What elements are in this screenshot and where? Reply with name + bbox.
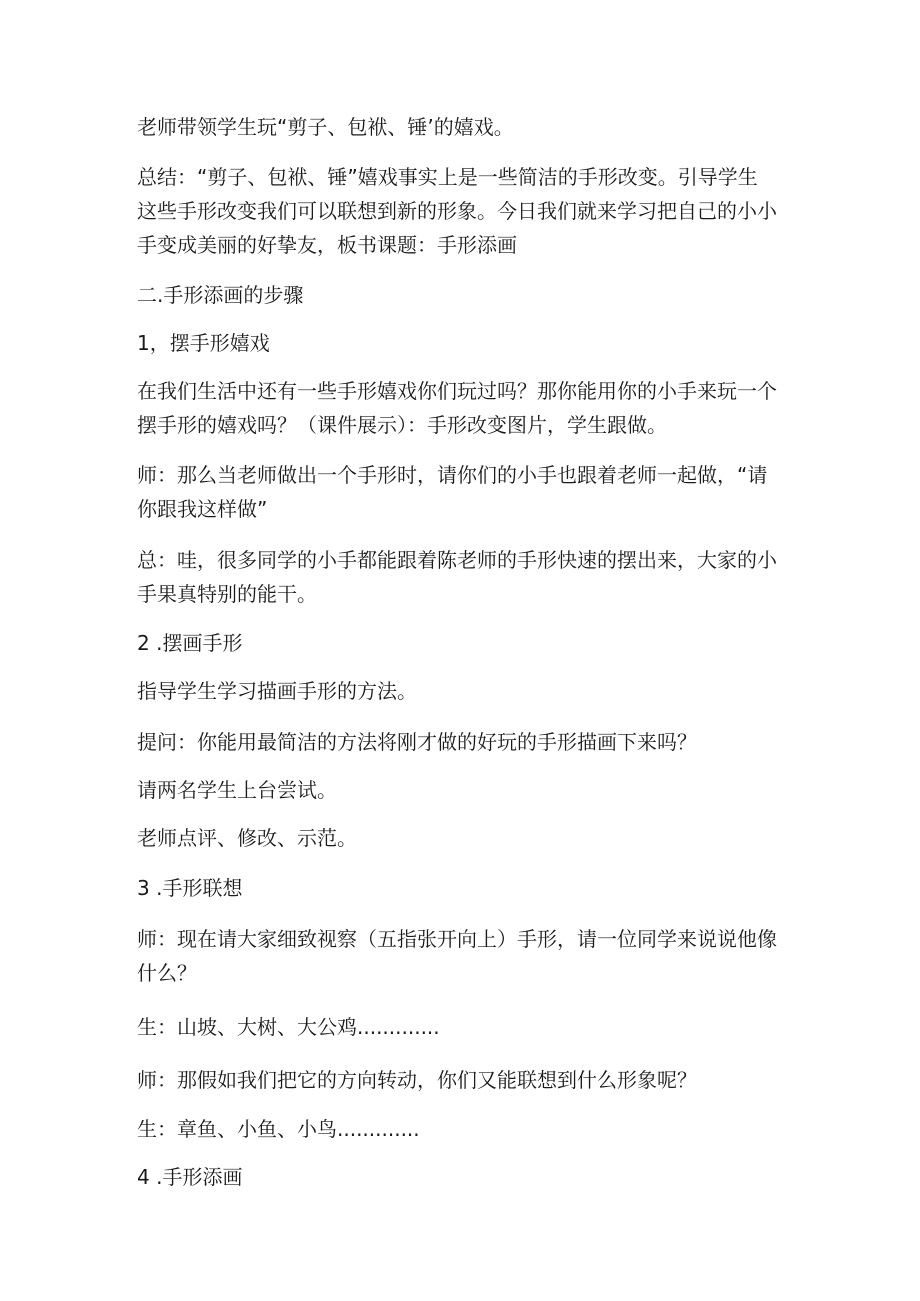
text-line: 师：那么当老师做出一个手形时，请你们的小手也跟着老师一起做，“请	[137, 463, 768, 487]
step-heading-2	[137, 626, 787, 660]
paragraph-student-answer-2	[137, 1112, 787, 1146]
section-heading	[137, 278, 787, 312]
text-line: 生：章鱼、小鱼、小鸟.............	[137, 1117, 420, 1141]
text-line: 3 .手形联想	[137, 876, 243, 900]
text-line: 什么？	[137, 961, 197, 985]
text-line: 总：哇，很多同学的小手都能跟着陈老师的手形快速的摆出来，大家的小	[137, 548, 777, 572]
paragraph-teacher-rotate	[137, 1063, 787, 1097]
step-heading-1	[137, 326, 787, 360]
text-line: 总结：“剪子、包袱、锤”嬉戏事实上是一些简洁的手形改变。引导学生	[137, 165, 758, 189]
text-line: 4 .手形添画	[137, 1165, 243, 1189]
paragraph-teacher-review	[137, 821, 787, 855]
paragraph-guidance	[137, 674, 787, 708]
text-line: 1，摆手形嬉戏	[137, 331, 270, 355]
text-line: 师：那假如我们把它的方向转动，你们又能联想到什么形象呢？	[137, 1068, 697, 1092]
step-heading-4	[137, 1160, 787, 1194]
text-line: 手变成美丽的好挚友，板书课题：手形添画	[137, 233, 517, 257]
text-line: 在我们生活中还有一些手形嬉戏你们玩过吗？那你能用你的小手来玩一个	[137, 379, 777, 403]
step-heading-3	[137, 871, 787, 905]
text-line: 提问：你能用最简洁的方法将刚才做的好玩的手形描画下来吗？	[137, 730, 697, 754]
paragraph-summary	[137, 160, 787, 262]
text-line: 摆手形的嬉戏吗？（课件展示）：手形改变图片，学生跟做。	[137, 413, 667, 437]
text-line: 你跟我这样做”	[137, 497, 268, 521]
paragraph-observe	[137, 922, 787, 990]
text-line: 请两名学生上台尝试。	[137, 778, 337, 802]
paragraph-step1-summary	[137, 543, 787, 611]
paragraph-teacher-instruction	[137, 458, 787, 526]
text-line: 老师点评、修改、示范。	[137, 826, 357, 850]
text-line: 二.手形添画的步骤	[137, 283, 304, 307]
text-line: 老师带领学生玩“剪子、包袱、锤’的嬉戏。	[137, 115, 514, 139]
paragraph-step1-question	[137, 374, 787, 442]
text-line: 这些手形改变我们可以联想到新的形象。今日我们就来学习把自己的小小	[137, 199, 777, 223]
paragraph-question	[137, 725, 787, 759]
text-line: 2 .摆画手形	[137, 631, 243, 655]
text-line: 师：现在请大家细致视察（五指张开向上）手形，请一位同学来说说他像	[137, 927, 777, 951]
text-line: 指导学生学习描画手形的方法。	[137, 679, 417, 703]
text-line: 生：山坡、大树、大公鸡.............	[137, 1015, 440, 1039]
text-line: 手果真特别的能干。	[137, 582, 317, 606]
paragraph-student-answer-1	[137, 1010, 787, 1044]
paragraph-intro	[137, 110, 787, 144]
paragraph-students-try	[137, 773, 787, 807]
